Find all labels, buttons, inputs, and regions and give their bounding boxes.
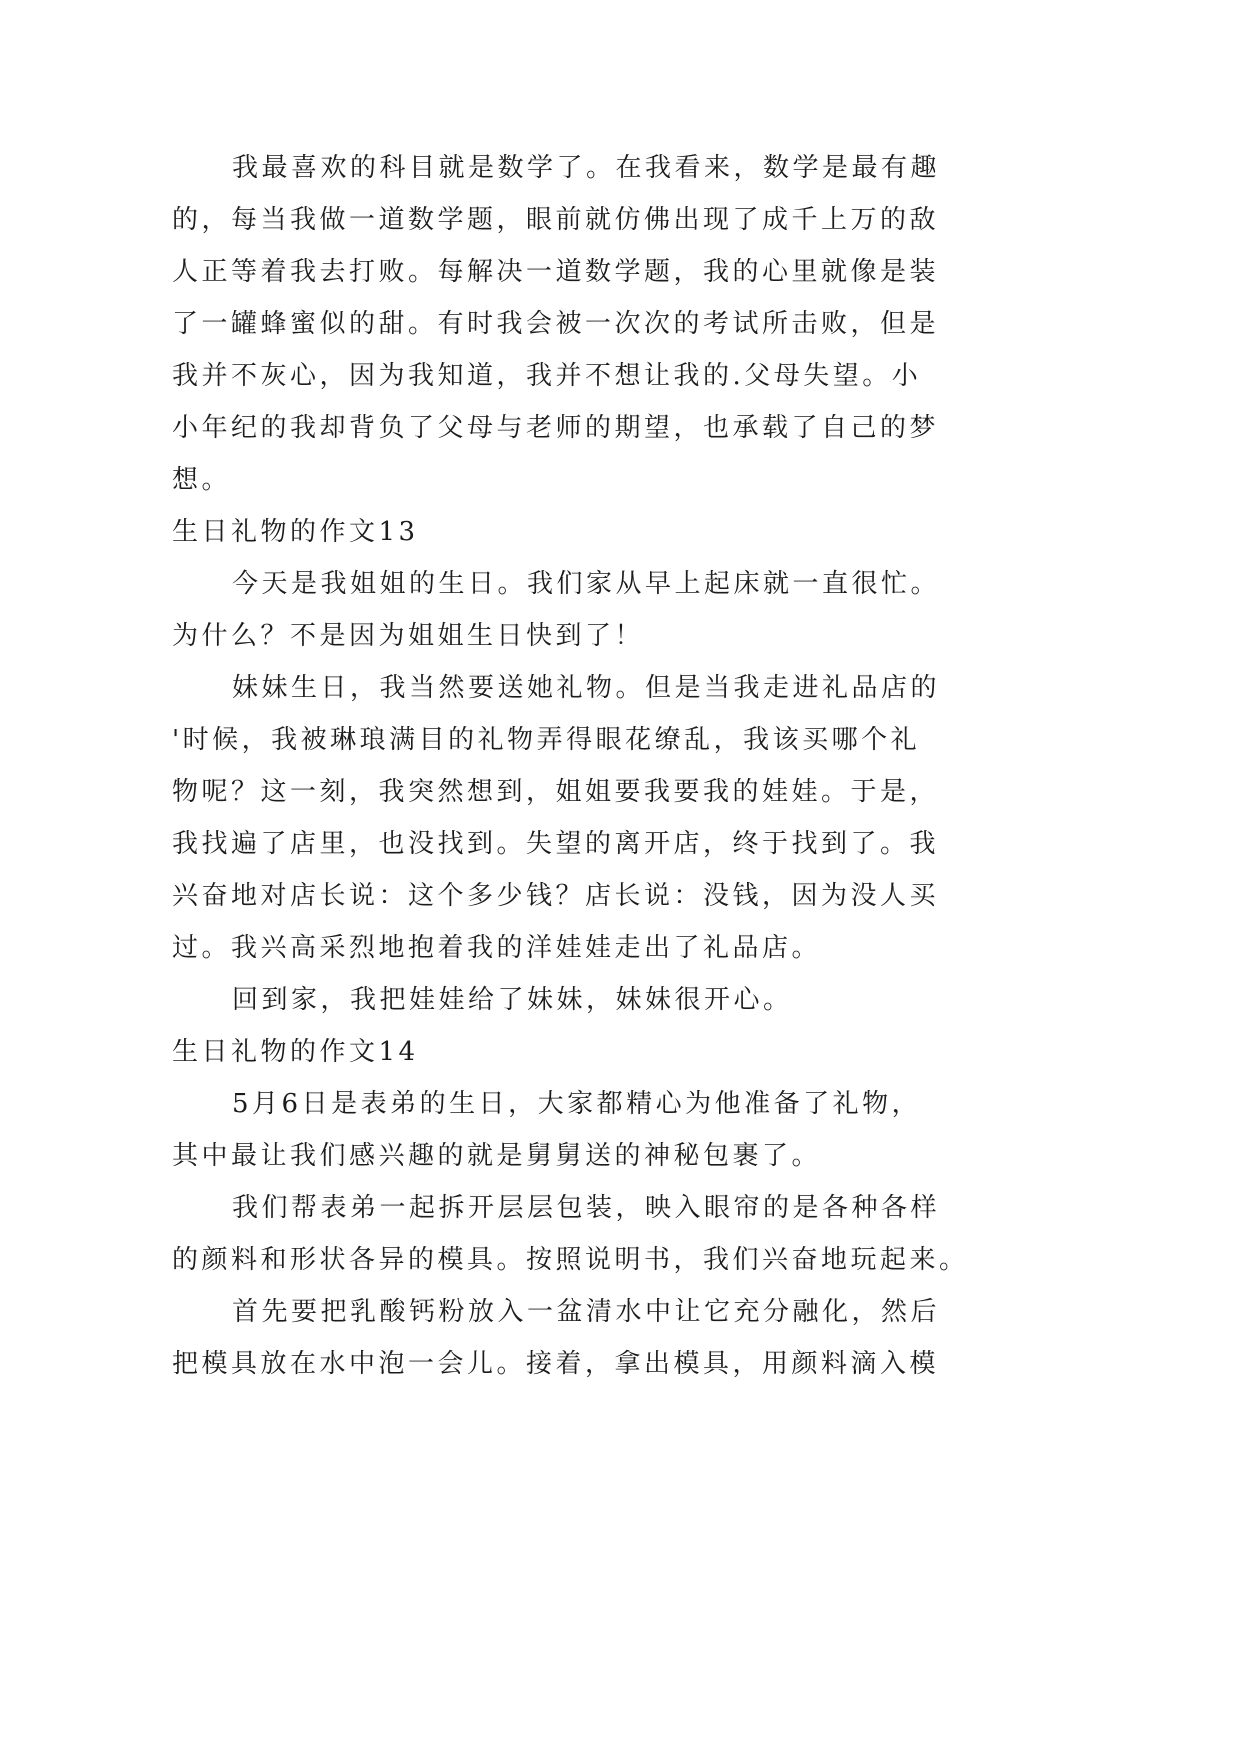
paragraph-line: 首先要把乳酸钙粉放入一盆清水中让它充分融化，然后 <box>232 1297 941 1327</box>
paragraph <box>172 974 992 1026</box>
paragraph-line: 小年纪的我却背负了父母与老师的期望，也承载了自己的梦 <box>172 413 940 443</box>
paragraph <box>172 1182 992 1286</box>
paragraph-line: 我最喜欢的科目就是数学了。在我看来，数学是最有趣 <box>232 153 941 183</box>
paragraph-line: 我找遍了店里，也没找到。失望的离开店，终于找到了。我 <box>172 829 940 859</box>
document-body <box>172 142 992 1390</box>
paragraph-line: 物呢？这一刻，我突然想到，姐姐要我要我的娃娃。于是， <box>172 777 940 807</box>
paragraph <box>172 558 992 662</box>
paragraph-line: 其中最让我们感兴趣的就是舅舅送的神秘包裹了。 <box>172 1141 822 1171</box>
paragraph-line: 了一罐蜂蜜似的甜。有时我会被一次次的考试所击败，但是 <box>172 309 940 339</box>
paragraph-line: 妹妹生日，我当然要送她礼物。但是当我走进礼品店的 <box>232 673 941 703</box>
paragraph-line: 想。 <box>172 465 232 495</box>
paragraph <box>172 142 992 506</box>
paragraph-line: 把模具放在水中泡一会儿。接着，拿出模具，用颜料滴入模 <box>172 1349 940 1379</box>
paragraph-line: 今天是我姐姐的生日。我们家从早上起床就一直很忙。 <box>232 569 941 599</box>
essay-title: 生日礼物的作文14 <box>172 1037 419 1067</box>
essay-title: 生日礼物的作文13 <box>172 517 419 547</box>
paragraph-line: 我们帮表弟一起拆开层层包装，映入眼帘的是各种各样 <box>232 1193 941 1223</box>
paragraph-line: 过。我兴高采烈地抱着我的洋娃娃走出了礼品店。 <box>172 933 822 963</box>
paragraph <box>172 1078 992 1182</box>
paragraph-line: 的，每当我做一道数学题，眼前就仿佛出现了成千上万的敌 <box>172 205 940 235</box>
paragraph-line: 我并不灰心，因为我知道，我并不想让我的.父母失望。小 <box>172 361 922 391</box>
paragraph-line: 为什么？不是因为姐姐生日快到了！ <box>172 621 645 651</box>
paragraph <box>172 1286 992 1390</box>
paragraph-line: 回到家，我把娃娃给了妹妹，妹妹很开心。 <box>232 985 793 1015</box>
paragraph-line: 兴奋地对店长说：这个多少钱？店长说：没钱，因为没人买 <box>172 881 940 911</box>
paragraph-line: 人正等着我去打败。每解决一道数学题，我的心里就像是装 <box>172 257 940 287</box>
paragraph-line: 的颜料和形状各异的模具。按照说明书，我们兴奋地玩起来。 <box>172 1245 969 1275</box>
paragraph-line: '时候，我被琳琅满目的礼物弄得眼花缭乱，我该买哪个礼 <box>172 725 921 755</box>
paragraph-line: 5月6日是表弟的生日，大家都精心为他准备了礼物， <box>232 1089 922 1119</box>
paragraph <box>172 662 992 974</box>
